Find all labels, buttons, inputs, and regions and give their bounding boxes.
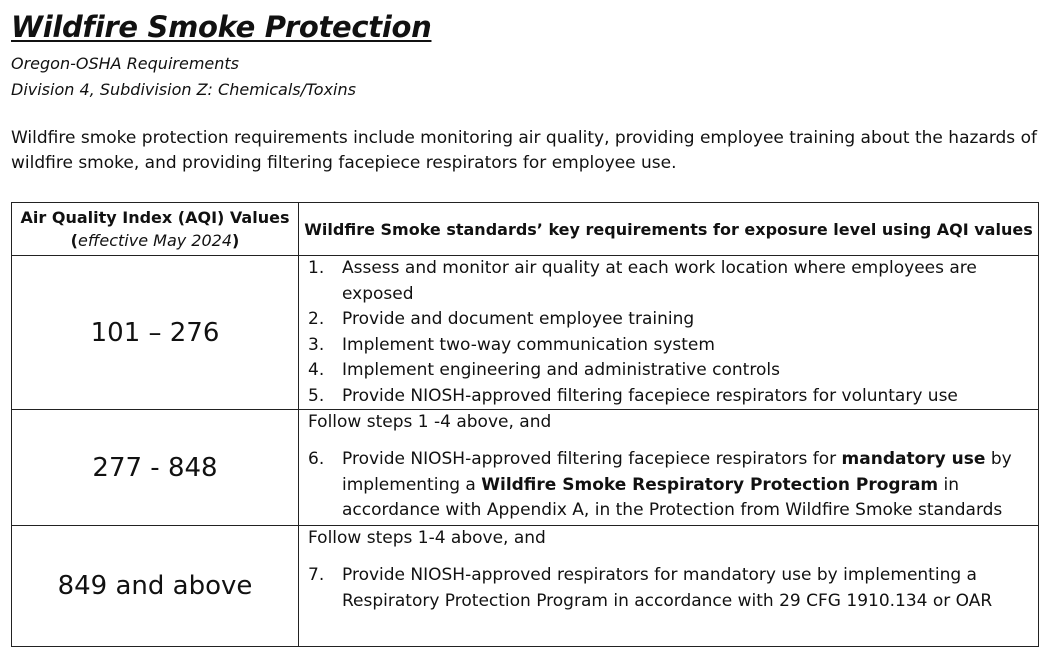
subtitle-division: Division 4, Subdivision Z: Chemicals/Toxins [11, 80, 356, 99]
steps-list [308, 447, 1038, 524]
step-text: Provide and document employee training [342, 309, 695, 329]
step-number: 2. [308, 309, 325, 329]
subtitle-oregon-osha: Oregon-OSHA Requirements [11, 54, 239, 73]
follow-steps-text: Follow steps 1-4 above, and [308, 528, 546, 548]
list-item [308, 333, 1038, 359]
step-emphasis: Wildfire Smoke Respiratory Protection Program [481, 474, 939, 495]
step-text: by implementing a [342, 449, 1012, 495]
step-number: 6. [308, 449, 325, 469]
table-row [12, 526, 1039, 647]
steps-list [308, 563, 1038, 614]
list-item [308, 358, 1038, 384]
requirements-cell [299, 526, 1039, 647]
aqi-range-cell: 101 – 276 [12, 256, 299, 410]
list-item [308, 384, 1038, 410]
step-number: 4. [308, 360, 325, 380]
intro-paragraph: Wildfire smoke protection requirements include monitoring air quality, providing employee training about the hazards of wildfire smoke, and providing filtering facepiece respirators for employee use. [11, 128, 1037, 173]
header-requirements: Wildfire Smoke standards’ key requirements for exposure level using AQI values [299, 203, 1039, 256]
step-text: Implement two-way communication system [342, 334, 715, 355]
list-item [308, 563, 1038, 614]
follow-steps-text: Follow steps 1 -4 above, and [308, 412, 552, 432]
step-text: Provide NIOSH-approved filtering facepiece respirators for voluntary use [342, 385, 958, 406]
step-number: 5. [308, 385, 325, 406]
step-text: Assess and monitor air quality at each work location where employees are exposed [342, 258, 977, 304]
header-aqi-note: effective May 2024 [77, 231, 233, 250]
header-aqi-label: Air Quality Index (AQI) Values [20, 208, 290, 227]
table-header-row [12, 203, 1039, 256]
document-title: Wildfire Smoke Protection [11, 10, 432, 44]
step-text: Provide NIOSH-approved respirators for mandatory use by implementing a Respiratory Protection Program in accordance with 29 CFG 1910.134 or OAR [342, 565, 993, 611]
aqi-range-cell: 277 - 848 [12, 410, 299, 526]
aqi-range-cell: 849 and above [12, 526, 299, 647]
step-number: 3. [308, 334, 325, 355]
requirements-cell [299, 410, 1039, 526]
table-row [12, 410, 1039, 526]
requirements-cell [299, 256, 1039, 410]
header-aqi-note-wrap: (effective May 2024) [70, 231, 240, 250]
document-page [11, 0, 1039, 611]
list-item [308, 307, 1038, 333]
step-text: Implement engineering and administrative controls [342, 360, 780, 380]
step-emphasis: mandatory use [841, 449, 986, 469]
step-number: 7. [308, 565, 325, 585]
steps-list [308, 256, 1038, 409]
table-row [12, 256, 1039, 410]
list-item [308, 447, 1038, 524]
step-number: 1. [308, 258, 325, 278]
step-text: Provide NIOSH-approved filtering facepiece respirators for [342, 449, 842, 469]
requirements-table [11, 202, 1039, 647]
step-text: in accordance with Appendix A, in the Protection from Wildfire Smoke standards [342, 474, 1003, 520]
header-aqi-values [12, 203, 299, 256]
list-item [308, 256, 1038, 307]
